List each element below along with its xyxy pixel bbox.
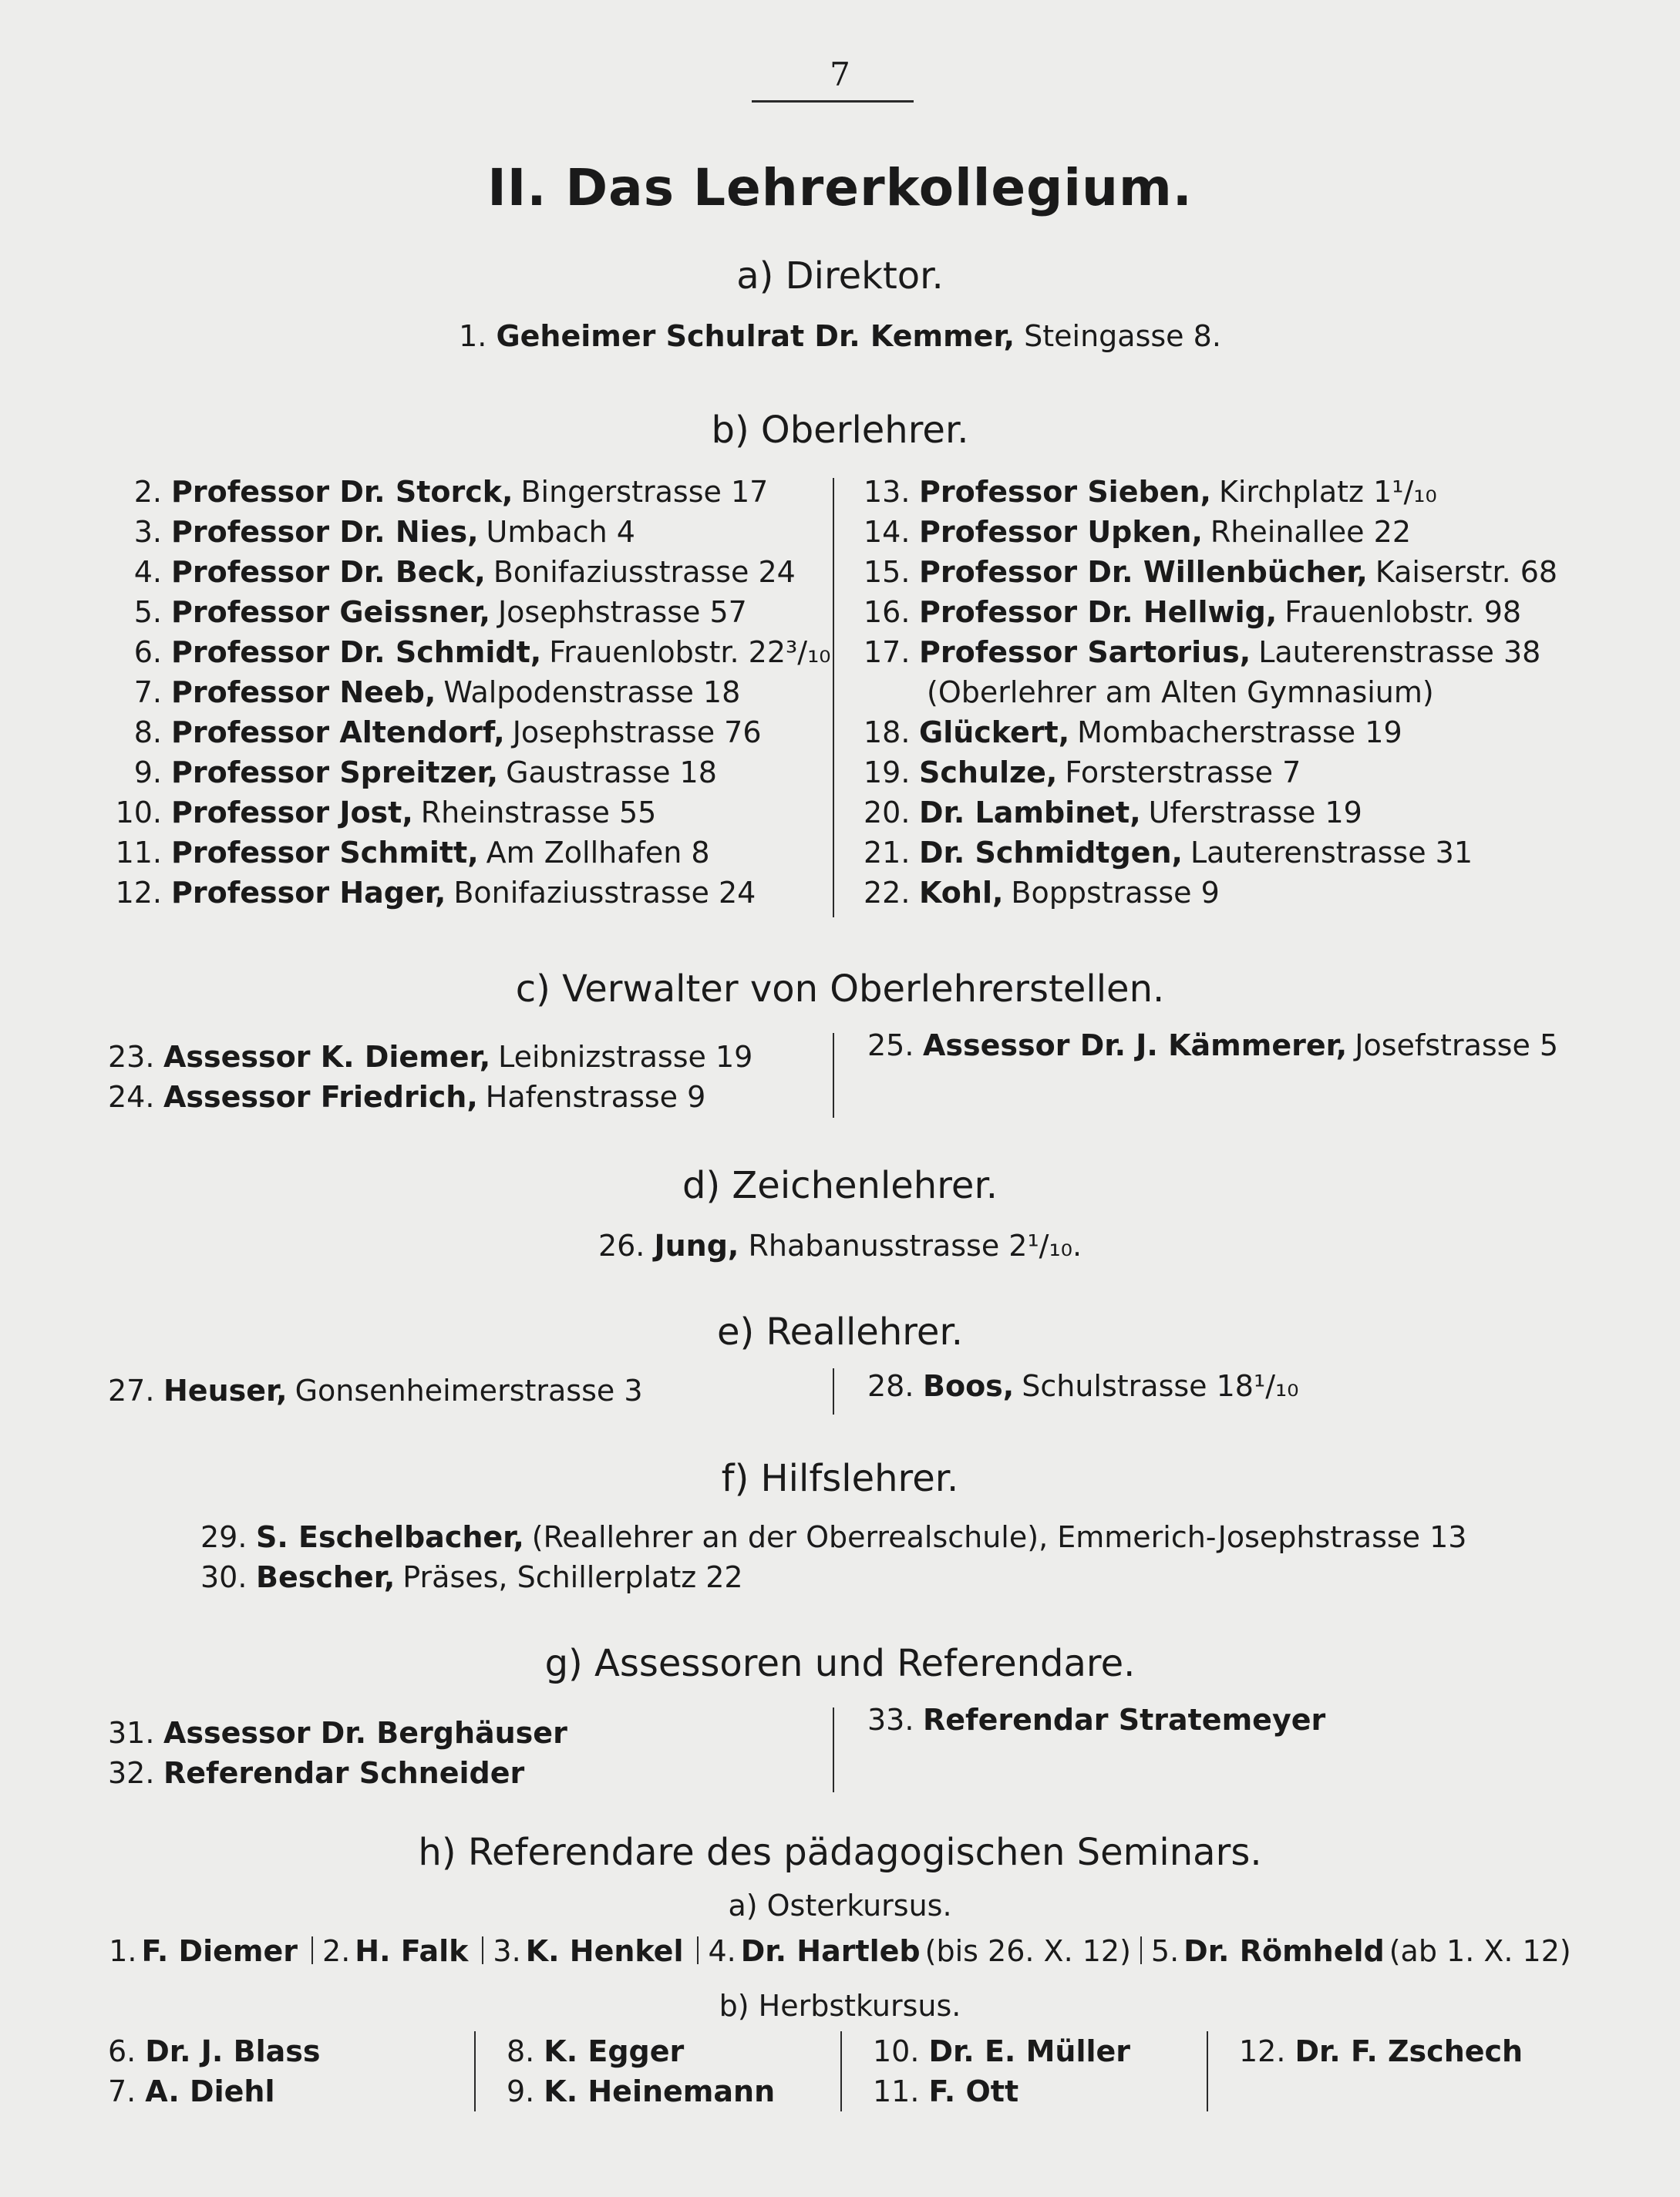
reallehrer-right-list <box>867 1366 1299 1406</box>
entry-address: Kaiserstr. 68 <box>1375 555 1558 589</box>
list-item <box>108 632 831 672</box>
list-item <box>864 592 1557 632</box>
list-item <box>1239 2031 1573 2071</box>
entry-address: Steingasse 8. <box>1024 319 1221 353</box>
page-title: II. Das Lehrerkollegium. <box>487 158 1193 217</box>
entry-number: 32. <box>108 1756 155 1790</box>
entry-name: Professor Dr. Hellwig, <box>919 595 1278 629</box>
entry-name: Professor Dr. Schmidt, <box>171 635 542 669</box>
entry-number: 3. <box>133 515 162 549</box>
entry-name: Professor Sartorius, <box>919 635 1251 669</box>
entry-number: 1. <box>109 1934 137 1968</box>
entry-name: Professor Dr. Nies, <box>171 515 479 549</box>
entry-number: 18. <box>864 715 911 749</box>
list-item <box>108 2031 474 2071</box>
list-item <box>108 712 831 752</box>
entry-name: S. Eschelbacher, <box>256 1520 524 1554</box>
list-item <box>108 1713 575 1753</box>
entry-address: Josefstrasse 5 <box>1355 1028 1559 1062</box>
entry-name: Professor Spreitzer, <box>171 755 499 789</box>
entry-address: Rheinstrasse 55 <box>420 796 657 829</box>
list-item <box>864 512 1557 552</box>
entry-name: Dr. Lambinet, <box>919 796 1141 829</box>
list-item <box>864 472 1557 512</box>
list-item <box>200 1557 1466 1597</box>
entry-number: 7. <box>133 675 162 709</box>
entry-name: Professor Sieben, <box>919 475 1211 509</box>
list-item <box>109 1934 302 1968</box>
entry-number: 5. <box>133 595 162 629</box>
entry-address: (Oberlehrer am Alten Gymnasium) <box>927 675 1434 709</box>
list-item <box>864 712 1557 752</box>
entry-name: Bescher, <box>256 1560 396 1594</box>
herbst-column <box>474 2031 840 2111</box>
entry-name: Professor Neeb, <box>171 675 436 709</box>
entry-name: Dr. E. Müller <box>928 2034 1131 2068</box>
list-item <box>108 792 831 833</box>
entry-address: Uferstrasse 19 <box>1148 796 1362 829</box>
list-item <box>507 2031 840 2071</box>
entry-address: Kirchplatz 1¹/₁₀ <box>1218 475 1437 509</box>
entry-number: 4. <box>708 1934 736 1968</box>
entry-name: Assessor Dr. Berghäuser <box>163 1716 567 1750</box>
entry-number: 9. <box>507 2074 535 2108</box>
entry-number: 25. <box>867 1028 914 1062</box>
section-heading-zeichenlehrer: d) Zeichenlehrer. <box>682 1164 998 1207</box>
assessoren-left-list <box>108 1713 575 1793</box>
entry-name: Professor Schmitt, <box>171 836 479 870</box>
entry-name: Professor Dr. Storck, <box>171 475 513 509</box>
oberlehrer-right-list <box>864 472 1557 913</box>
list-item <box>493 1934 688 1968</box>
section-heading-direktor: a) Direktor. <box>736 254 944 298</box>
entry-name: Geheimer Schulrat Dr. Kemmer, <box>496 319 1015 353</box>
hilfslehrer-list <box>200 1517 1466 1597</box>
entry-name: Schulze, <box>919 755 1058 789</box>
entry-address: Bingerstrasse 17 <box>520 475 769 509</box>
entry-number: 23. <box>108 1040 155 1074</box>
entry-number: 21. <box>864 836 911 870</box>
entry-number: 9. <box>133 755 162 789</box>
entry-address: Am Zollhafen 8 <box>486 836 710 870</box>
entry-number: 19. <box>864 755 911 789</box>
entry-name: F. Ott <box>928 2074 1019 2108</box>
entry-number: 2. <box>133 475 162 509</box>
verwalter-left-list <box>108 1037 752 1117</box>
entry-address: Lauterenstrasse 31 <box>1190 836 1473 870</box>
entry-number: 27. <box>108 1374 155 1408</box>
entry-name: Dr. Hartleb <box>740 1934 921 1968</box>
entry-number: 12. <box>1239 2034 1286 2068</box>
entry-name: Dr. Römheld <box>1183 1934 1385 1968</box>
separator <box>482 1936 483 1964</box>
page-number-rule <box>752 100 914 103</box>
entry-address: Bonifaziusstrasse 24 <box>493 555 796 589</box>
entry-address: Schulstrasse 18¹/₁₀ <box>1022 1369 1299 1403</box>
entry-number: 30. <box>200 1560 247 1594</box>
list-item <box>108 1371 643 1411</box>
entry-address: Umbach 4 <box>486 515 635 549</box>
list-item <box>864 552 1557 592</box>
entry-number: 15. <box>864 555 911 589</box>
entry-number: 17. <box>864 635 911 669</box>
entry-name: Professor Altendorf, <box>171 715 505 749</box>
entry-number: 22. <box>864 876 911 910</box>
list-item <box>108 672 831 712</box>
entry-name: Professor Jost, <box>171 796 413 829</box>
entry-number: 10. <box>115 796 162 829</box>
entry-address: Frauenlobstr. 22³/₁₀ <box>549 635 831 669</box>
entry-address: (bis 26. X. 12) <box>924 1934 1131 1968</box>
entry-number: 6. <box>108 2034 136 2068</box>
list-item <box>864 672 1557 712</box>
entry-number: 26. <box>598 1229 645 1263</box>
entry-name: Referendar Schneider <box>163 1756 525 1790</box>
herbst-column <box>1207 2031 1573 2111</box>
entry-address: (Reallehrer an der Oberrealschule), Emmerich-Josephstrasse 13 <box>531 1520 1467 1554</box>
section-heading-assessoren: g) Assessoren und Referendare. <box>544 1642 1136 1685</box>
list-item <box>873 2071 1207 2111</box>
entry-number: 10. <box>873 2034 920 2068</box>
list-item <box>864 792 1557 833</box>
list-item <box>108 1753 575 1793</box>
entry-number: 14. <box>864 515 911 549</box>
list-item <box>108 512 831 552</box>
section-heading-oberlehrer: b) Oberlehrer. <box>711 409 969 452</box>
list-item <box>867 1366 1299 1406</box>
entry-name: Dr. F. Zschech <box>1295 2034 1523 2068</box>
entry-name: Professor Hager, <box>171 876 446 910</box>
entry-name: Jung, <box>654 1229 739 1263</box>
entry-address: Gaustrasse 18 <box>506 755 717 789</box>
entry-name: Dr. J. Blass <box>145 2034 321 2068</box>
entry-address: Präses, Schillerplatz 22 <box>402 1560 743 1594</box>
column-divider <box>833 1707 834 1792</box>
entry-name: Professor Dr. Willenbücher, <box>919 555 1368 589</box>
list-item <box>507 2071 840 2111</box>
list-item <box>108 833 831 873</box>
entry-name: Dr. Schmidtgen, <box>919 836 1183 870</box>
entry-number: 11. <box>115 836 162 870</box>
list-item <box>867 1700 1333 1740</box>
entry-name: Professor Geissner, <box>171 595 490 629</box>
entry-zeichenlehrer <box>0 1226 1680 1266</box>
list-item <box>108 873 831 913</box>
page-number: 7 <box>830 56 850 93</box>
entry-number: 8. <box>507 2034 535 2068</box>
entry-number: 3. <box>493 1934 521 1968</box>
entry-address: Rheinallee 22 <box>1210 515 1411 549</box>
entry-address: Lauterenstrasse 38 <box>1258 635 1541 669</box>
entry-number: 2. <box>322 1934 351 1968</box>
entry-number: 7. <box>108 2074 136 2108</box>
entry-number: 6. <box>133 635 162 669</box>
entry-name: Glückert, <box>919 715 1070 749</box>
section-heading-reallehrer: e) Reallehrer. <box>716 1310 964 1354</box>
entry-name: Assessor Friedrich, <box>163 1080 478 1114</box>
herbst-column <box>840 2031 1207 2111</box>
entry-number: 33. <box>867 1703 914 1737</box>
section-heading-hilfslehrer: f) Hilfslehrer. <box>721 1457 959 1500</box>
list-item <box>108 752 831 792</box>
list-item <box>108 472 831 512</box>
entry-name: Assessor K. Diemer, <box>163 1040 491 1074</box>
entry-number: 31. <box>108 1716 155 1750</box>
entry-address: Bonifaziusstrasse 24 <box>453 876 756 910</box>
entry-name: A. Diehl <box>145 2074 275 2108</box>
list-item <box>108 552 831 592</box>
list-item <box>108 1037 752 1077</box>
reallehrer-left-list <box>108 1371 643 1411</box>
list-item <box>108 1077 752 1117</box>
subheading-herbstkursus: b) Herbstkursus. <box>719 1989 961 2023</box>
oberlehrer-left-list <box>108 472 831 913</box>
column-divider <box>833 478 834 917</box>
entry-name: K. Heinemann <box>544 2074 776 2108</box>
entry-number: 4. <box>133 555 162 589</box>
entry-name: Kohl, <box>919 876 1004 910</box>
entry-number: 5. <box>1150 1934 1180 1968</box>
column-divider <box>833 1033 834 1118</box>
entry-number: 13. <box>864 475 911 509</box>
entry-name: Professor Dr. Beck, <box>171 555 486 589</box>
entry-name: Heuser, <box>163 1374 288 1408</box>
entry-number: 29. <box>200 1520 247 1554</box>
assessoren-right-list <box>867 1700 1333 1740</box>
entry-name: F. Diemer <box>141 1934 298 1968</box>
entry-address: Walpodenstrasse 18 <box>443 675 741 709</box>
osterkursus-row <box>0 1931 1680 1971</box>
herbstkursus-columns <box>108 2031 1573 2111</box>
entry-address: Boppstrasse 9 <box>1011 876 1220 910</box>
entry-number: 24. <box>108 1080 155 1114</box>
entry-number: 8. <box>133 715 162 749</box>
list-item <box>867 1025 1558 1065</box>
entry-direktor <box>0 316 1680 356</box>
verwalter-right-list <box>867 1025 1558 1065</box>
entry-name: Professor Upken, <box>919 515 1203 549</box>
list-item <box>108 592 831 632</box>
separator <box>1140 1936 1142 1964</box>
entry-address: Josephstrasse 76 <box>512 715 762 749</box>
section-heading-seminar: h) Referendare des pädagogischen Seminars. <box>418 1831 1262 1874</box>
entry-address: Mombacherstrasse 19 <box>1077 715 1402 749</box>
column-divider <box>833 1368 834 1415</box>
separator <box>311 1936 313 1964</box>
separator <box>697 1936 699 1964</box>
list-item <box>708 1934 1130 1968</box>
entry-number: 20. <box>864 796 911 829</box>
list-item <box>864 632 1557 672</box>
entry-name: H. Falk <box>355 1934 469 1968</box>
entry-name: Referendar Stratemeyer <box>923 1703 1326 1737</box>
herbst-column <box>108 2031 474 2111</box>
list-item <box>864 752 1557 792</box>
entry-name: Boos, <box>923 1369 1015 1403</box>
entry-address: Frauenlobstr. 98 <box>1284 595 1522 629</box>
list-item <box>1151 1934 1571 1968</box>
list-item <box>200 1517 1466 1557</box>
section-heading-verwalter: c) Verwalter von Oberlehrerstellen. <box>515 967 1165 1011</box>
entry-address: Leibnizstrasse 19 <box>498 1040 753 1074</box>
entry-address: Josephstrasse 57 <box>497 595 747 629</box>
entry-name: Assessor Dr. J. Kämmerer, <box>923 1028 1348 1062</box>
list-item <box>108 2071 474 2111</box>
entry-name: K. Egger <box>544 2034 685 2068</box>
list-item <box>322 1934 473 1968</box>
entry-number: 28. <box>867 1369 914 1403</box>
entry-number: 1. <box>459 319 487 353</box>
entry-address: Gonsenheimerstrasse 3 <box>295 1374 643 1408</box>
entry-address: (ab 1. X. 12) <box>1389 1934 1571 1968</box>
entry-number: 11. <box>873 2074 920 2108</box>
list-item <box>864 833 1557 873</box>
entry-address: Forsterstrasse 7 <box>1065 755 1301 789</box>
entry-number: 12. <box>115 876 162 910</box>
entry-name: K. Henkel <box>525 1934 684 1968</box>
list-item <box>873 2031 1207 2071</box>
subheading-osterkursus: a) Osterkursus. <box>728 1889 952 1923</box>
entry-number: 16. <box>864 595 911 629</box>
entry-address: Hafenstrasse 9 <box>485 1080 706 1114</box>
list-item <box>864 873 1557 913</box>
entry-address: Rhabanusstrasse 2¹/₁₀. <box>748 1229 1082 1263</box>
